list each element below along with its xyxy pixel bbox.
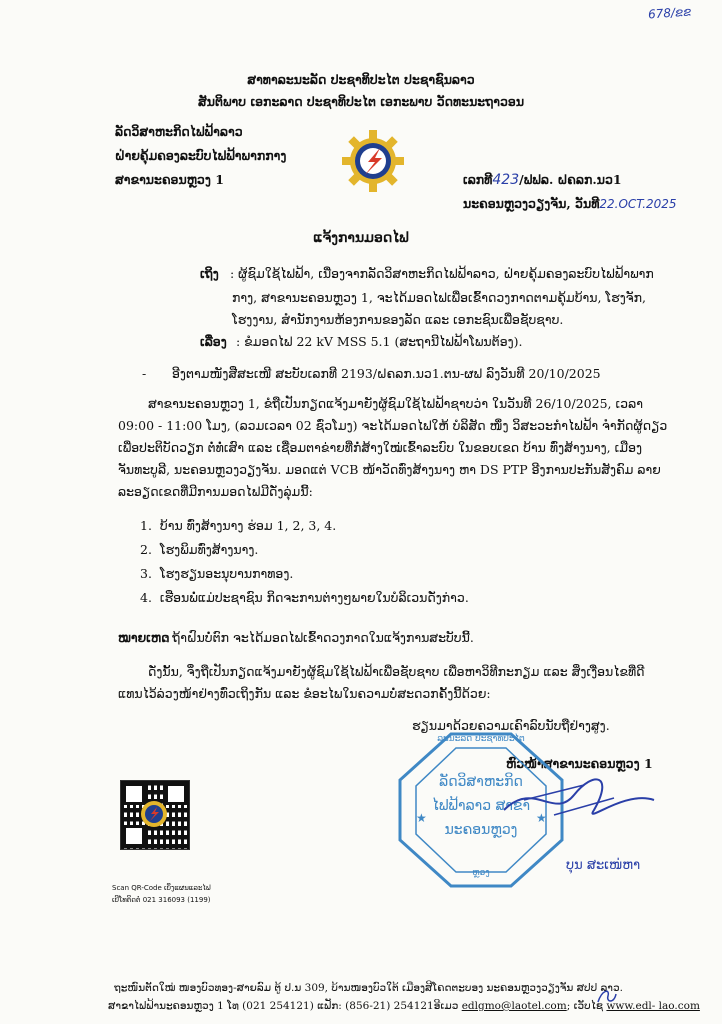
- document-title: ແຈ້ງການມອດໄຟ: [313, 230, 409, 246]
- org-line1: ລັດວິສາຫະກິດໄຟຟ້າລາວ: [115, 124, 243, 139]
- national-header-line1: ສາທາລະນະລັດ ປະຊາທິປະໄຕ ປະຊາຊົນລາວ: [247, 72, 475, 87]
- signature-name: ບຸນ ສະເໜ່ຫາ: [566, 858, 641, 873]
- qr-caption-line2: ເບີໂທຕິດຕໍ່ 021 316093 (1199): [112, 896, 211, 904]
- note-text: : ຖ້າຝົນບໍ່ຕົກ ຈະໄດ້ມອດໄຟເຂົ້າດວງກາດໃນແຈ້ງການສະບັບນີ້.: [164, 630, 474, 645]
- list-item: [140, 542, 258, 558]
- org-line3: ສາຂານະຄອນຫຼວງ 1: [115, 172, 224, 187]
- body-line3: ເພື່ອປະຕິບັດວຽກ ຕໍ່ທໍ່ເສົາ ແລະ ເຊື່ອມຕາຂ່າຍທີ່ກໍ່ສ້າງໃໝ່ເຂົ້າລະບົບ ໃນຂອບເຂດ ບ້ານ ທົ່ງສ້າງນາງ, ເມືອງ: [118, 440, 643, 455]
- signature-scribble-icon: [494, 770, 664, 830]
- subject-text: : ຂໍມອດໄຟ 22 kV MSS 5.1 (ສະຖານີໄຟຟ້າໂພນຕ້ອງ).: [236, 334, 523, 349]
- list-item: [140, 590, 469, 606]
- closing-line1: ດັ່ງນັ້ນ, ຈຶ່ງຖືເປັນກຽດແຈ້ງມາຍັງຜູ້ຊົມໃຊ້ໄຟຟ້າເພື່ອຊັບຊາບ ເພື່ອຫາວິທີກະກຽມ ແລະ ສິ່ງເງື່ອນໄຂທີ່ດີ: [148, 664, 645, 679]
- stamp-line2: ໄຟຟ້າລາວ ສາຂາ: [431, 798, 531, 814]
- list-item-text: ໂຮງພິມທົ່ງສ້າງນາງ.: [159, 542, 259, 557]
- stamp-line3: ນະຄອນຫຼວງ: [444, 822, 518, 838]
- svg-text:★: ★: [536, 811, 547, 825]
- edl-logo-icon: [340, 128, 406, 194]
- footer-email-link[interactable]: edlgmo@laotel.com: [461, 1000, 567, 1012]
- list-item-text: ເຮືອນພໍ່ແມ່ປະຊາຊົນ ກິດຈະການຕ່າງໆພາຍໃນບໍລິເວນດັ່ງກ່າວ.: [159, 590, 469, 605]
- signature-title: ຫົວໜ້າສາຂານະຄອນຫຼວງ 1: [506, 756, 653, 771]
- list-item: [140, 566, 293, 582]
- ref-number-suffix: /ຟຟລ. ຝຄລກ.ນວ1: [519, 172, 622, 187]
- org-line2: ຝ່າຍຄຸ້ມຄອງລະບົບໄຟຟ້າພາກກາງ: [115, 148, 287, 163]
- body-line2: 09:00 - 11:00 ໂມງ, (ລວມເວລາ 02 ຊົ່ວໂມງ) ຈະໄດ້ມອດໄຟໃຫ້ ບໍລິສັດ ໜຶ່ງ ວິສະວະກໍາໄຟຟ້າ ຈໍາກັດຜູ້ດຽວ: [118, 418, 668, 433]
- list-item-number: 3.: [140, 566, 152, 581]
- initial-mark-icon: [594, 986, 620, 1008]
- ref-number: [463, 172, 622, 188]
- to-text-line1: : ຜູ້ຊົມໃຊ້ໄຟຟ້າ, ເນື່ອງຈາກລັດວິສາຫະກິດໄຟຟ້າລາວ, ຝ່າຍຄຸ້ມຄອງລະບົບໄຟຟ້າພາກ: [230, 266, 654, 281]
- list-item-text: ບ້ານ ທົ່ງສ້າງນາງ ຮ່ອມ 1, 2, 3, 4.: [159, 518, 337, 533]
- stamp-line1: ລັດວິສາຫະກິດ: [439, 774, 523, 790]
- footer-contact-text: ສາຂາໄຟຟ້ານະຄອນຫຼວງ 1 ໂທ (021 254121) ແຟັກ: (856-21) 254121ອີເມວ: [108, 1000, 459, 1012]
- corner-note: 678/ຂຂ: [647, 4, 692, 22]
- body-line5: ລະອຽດເຂດທີ່ມີການມອດໄຟມີດັ່ງລຸ່ມນີ້:: [118, 484, 313, 499]
- reference-line: ອີງຕາມໜັງສືສະເໜີ ສະບັບເລກທີ 2193/ຝຄລກ.ນວ1.ຕນ-ຜຟ ລົງວັນທີ 20/10/2025: [172, 366, 601, 381]
- stamp-ring-top: ລະນະລັດ ປະຊາທິປະໄຕ: [437, 734, 525, 744]
- footer-website-link[interactable]: www.edl- lao.com: [606, 1000, 700, 1012]
- footer-website-label: ; ເວັບໄຊ: [566, 1000, 604, 1012]
- list-item: [140, 518, 336, 534]
- list-item-number: 4.: [140, 590, 152, 605]
- body-line4: ຈັນທະບູລີ, ນະຄອນຫຼວງວຽງຈັນ. ມອດແຕ່ VCB ໜ້າວັດທົ່ງສ້າງນາງ ຫາ DS PTP ອີງການປະກັນສັງຄົມ ລາຍ: [118, 462, 661, 477]
- list-item-number: 2.: [140, 542, 152, 557]
- reference-dash: -: [142, 366, 147, 381]
- list-item-number: 1.: [140, 518, 152, 533]
- ref-date-label: ນະຄອນຫຼວງວຽງຈັນ, ວັນທີ: [463, 196, 600, 211]
- qr-caption-line1: Scan QR-Code ເບິ່ງແຜນແລະໄຟ: [112, 884, 211, 892]
- to-text-line3: ໂຮງງານ, ສໍານັກງານຫ້ອງການຂອງລັດ ແລະ ເອກະຊົນເພື່ອຊັບຊາບ.: [232, 312, 564, 327]
- subject-label: ເລື່ອງ: [200, 334, 227, 349]
- regards-line: ຮຽນມາດ້ວຍຄວາມເຄົາລົບນັບຖືຢ່າງສູງ.: [412, 718, 610, 733]
- list-item-text: ໂຮງຮຽນອະນຸບານກາທອງ.: [159, 566, 294, 581]
- svg-text:★: ★: [416, 811, 427, 825]
- ref-number-value: 423: [492, 172, 520, 188]
- ref-date-value: 22.OCT.2025: [599, 197, 677, 211]
- ref-date: [463, 196, 677, 212]
- qr-logo-icon: [140, 800, 168, 828]
- to-label: ເຖິງ: [200, 266, 219, 281]
- body-line1: ສາຂານະຄອນຫຼວງ 1, ຂໍຖືເປັນກຽດແຈ້ງມາຍັງຜູ້ຊົມໃຊ້ໄຟຟ້າຊາບວ່າ ໃນວັນທີ 26/10/2025, ເວລາ: [148, 396, 643, 411]
- stamp-ring-bottom: ຫຼວງ: [472, 868, 490, 878]
- to-text-line2: ກາງ, ສາຂານະຄອນຫຼວງ 1, ຈະໄດ້ມອດໄຟເພື່ອເຂົ້າດວງກາດຕາມຄຸ້ມບ້ານ, ໂຮງຈັກ,: [232, 290, 646, 305]
- footer-address: ຖະໜົນຕັດໃໝ່ ໜອງບົວທອງ-ສາຍລົມ ຕູ້ ປ.ນ 309, ບ້ານໜອງບົວໃຕ້ ເມືອງສີໂຄດຕະບອງ ນະຄອນຫຼວງວຽງຈັນ ສປປ ລາວ.: [114, 982, 623, 994]
- national-header-line2: ສັນຕິພາບ ເອກະລາດ ປະຊາທິປະໄຕ ເອກະພາບ ວັດທະນະຖາວອນ: [197, 94, 525, 109]
- note-label: ໝາຍເຫດ: [118, 630, 170, 645]
- closing-line2: ແທນໄວ້ລ່ວງໜ້າຢ່າງທົ່ວເຖິງກັນ ແລະ ຂໍອະໄພໃນຄວາມບໍ່ສະດວກຄັ້ງນີ້ດ້ວຍ:: [118, 686, 491, 701]
- ref-number-label: ເລກທີ: [463, 172, 493, 187]
